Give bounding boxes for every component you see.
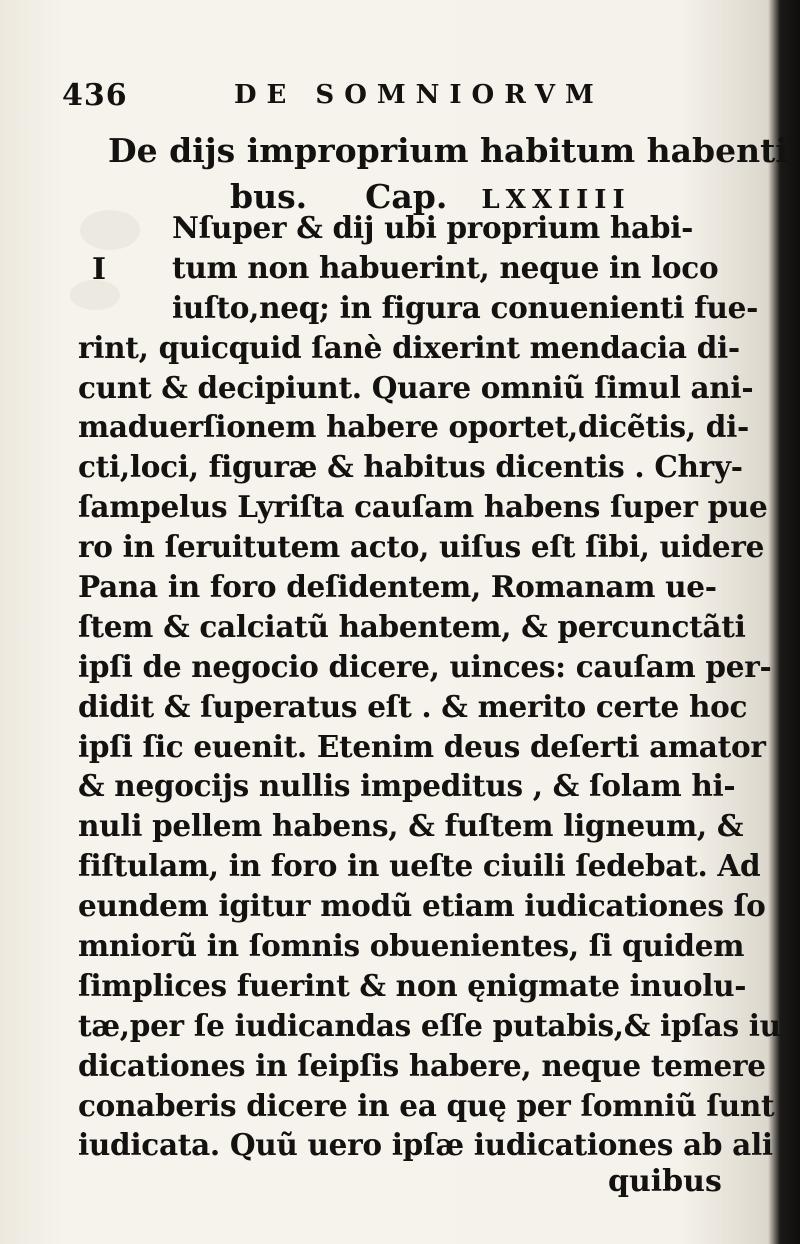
text-line: Nſuper & dij ubi proprium habi- [172,210,694,245]
text-line: fiſtulam, in foro in ueſte ciuili ſedebat. Ad [78,848,761,884]
text-line: ipſi de negocio dicere, uinces: cauſam per- [78,648,772,684]
chapter-heading-end: bus. [230,177,308,216]
text-line: ſampelus Lyriſta cauſam habens ſuper pue [78,489,768,525]
catchword: quibus [608,1164,722,1199]
text-line: maduerſionem habere oportet,dicẽtis, di- [78,409,749,445]
text-line: nuli pellem habens, & fuſtem ligneum, & [78,808,744,844]
chapter-number: LXXIIII [481,185,631,215]
text-line: didit & ſuperatus eſt . & merito certe hoc [78,688,748,724]
body-text [78,208,781,1165]
text-line: rint, quicquid ſanè dixerint mendacia di- [78,329,740,365]
text-line: cti,loci, figuræ & habitus dicentis . Chry- [78,449,743,485]
text-line: cunt & decipiunt. Quare omniũ ſimul ani- [78,369,754,405]
text-line: iuſto,neq; in figura conuenienti fue- [172,289,759,325]
text-line: mniorũ in ſomnis obuenientes, ſi quidem [78,928,745,964]
text-line: eundem igitur modũ etiam iudicationes ſo [78,888,766,924]
text-line: tum non habuerint, neque in loco [172,249,719,285]
text-line: ſtem & calciatũ habentem, & percunctãti [78,608,746,644]
text-line: ſimplices fuerint & non ęnigmate inuolu- [78,967,747,1003]
decorative-initial: I [92,252,107,287]
chapter-heading-line: De dijs improprium habitum habenti [108,131,788,170]
chapter-label: Cap. [365,177,448,216]
text-line: ro in ſeruitutem acto, uiſus eſt ſibi, uidere [78,529,765,565]
text-line: conaberis dicere in ea quę per ſomniũ ſunt [78,1087,775,1123]
running-title: DE SOMNIORVM [234,80,604,110]
page-number: 436 [62,78,128,113]
text-line: ipſi ſic euenit. Etenim deus deſerti amator [78,728,766,764]
text-line: dicationes in ſeipſis habere, neque temere [78,1047,766,1083]
text-line: Pana in foro deſidentem, Romanam ue- [78,569,717,605]
text-line: tæ,per ſe iudicandas eſſe putabis,& ipſas iu [78,1007,781,1043]
running-head [62,78,702,118]
text-line: iudicata. Quũ uero ipſæ iudicationes ab ali [78,1127,773,1163]
text-line: & negocijs nullis impeditus , & ſolam hi- [78,768,736,804]
